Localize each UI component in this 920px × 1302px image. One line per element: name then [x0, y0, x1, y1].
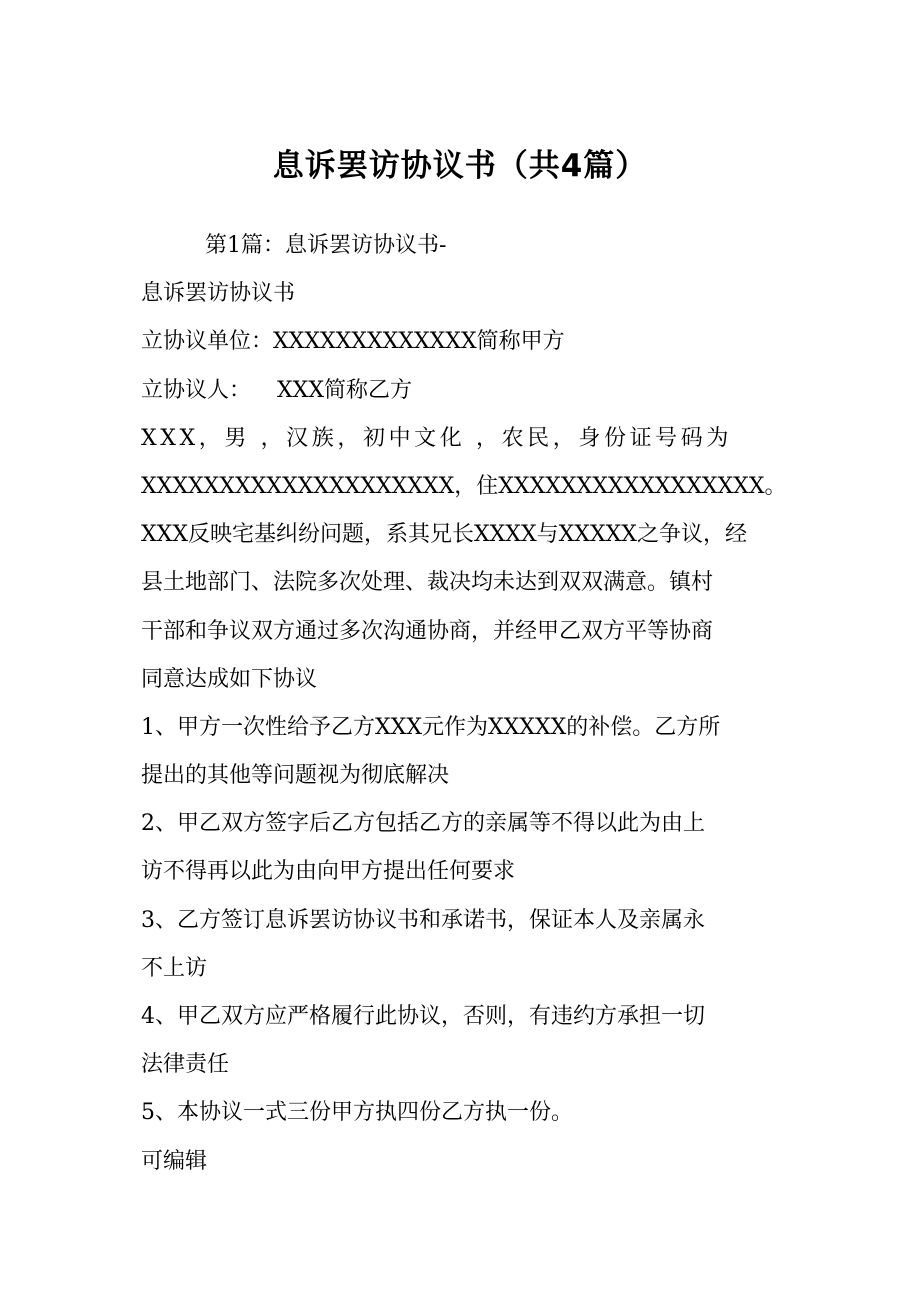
clause-5-line: 5、本协议一式三份甲方执四份乙方执一份。 — [141, 1100, 573, 1126]
dispute-line-2: 县土地部门、法院多次处理、裁决均未达到双双满意。镇村 — [141, 570, 714, 596]
section-heading: 第1篇：息诉罢访协议书- — [205, 233, 447, 258]
clause-2-line-1: 2、甲乙双方签字后乙方包括乙方的亲属等不得以此为由上 — [141, 811, 705, 837]
clause-1-line-1: 1、甲方一次性给予乙方XXX元作为XXXXX的补偿。乙方所 — [141, 714, 721, 740]
clause-4-line-1: 4、甲乙双方应严格履行此协议，否则，有违约方承担一切 — [141, 1004, 705, 1029]
agreement-name: 息诉罢访协议书 — [141, 281, 296, 307]
party-b-value: XXX简称乙方 — [277, 377, 413, 403]
party-b-line — [141, 367, 781, 415]
clause-3-line-2: 不上访 — [141, 955, 208, 981]
editable-note: 可编辑 — [141, 1148, 208, 1174]
dispute-line-3: 干部和争议双方通过多次沟通协商，并经甲乙双方平等协商 — [141, 618, 714, 644]
party-b-label: 立协议人： — [141, 377, 252, 403]
clause-4-line-2: 法律责任 — [141, 1052, 230, 1078]
clause-2-line-2: 访不得再以此为由向甲方提出任何要求 — [141, 859, 516, 885]
party-a-line: 立协议单位：XXXXXXXXXXXXX简称甲方 — [141, 329, 565, 355]
dispute-line-4: 同意达成如下协议 — [141, 666, 318, 692]
dispute-line-1: XXX反映宅基纠纷问题，系其兄长XXXX与XXXXX之争议，经 — [141, 522, 747, 548]
document-title: 息诉罢访协议书（共4篇） — [272, 148, 648, 184]
id-address-line: XXXXXXXXXXXXXXXXXXXX，住XXXXXXXXXXXXXXXXX。 — [141, 473, 787, 499]
clause-1-line-2: 提出的其他等问题视为彻底解决 — [141, 763, 450, 789]
person-info-text: XXX，男 ，汉族，初中文化 ，农民，身份证号码为 — [141, 425, 732, 451]
clause-3-line-1: 3、乙方签订息诉罢访协议书和承诺书，保证本人及亲属永 — [141, 907, 705, 933]
person-info-line — [141, 415, 781, 463]
document-body — [141, 222, 787, 1186]
